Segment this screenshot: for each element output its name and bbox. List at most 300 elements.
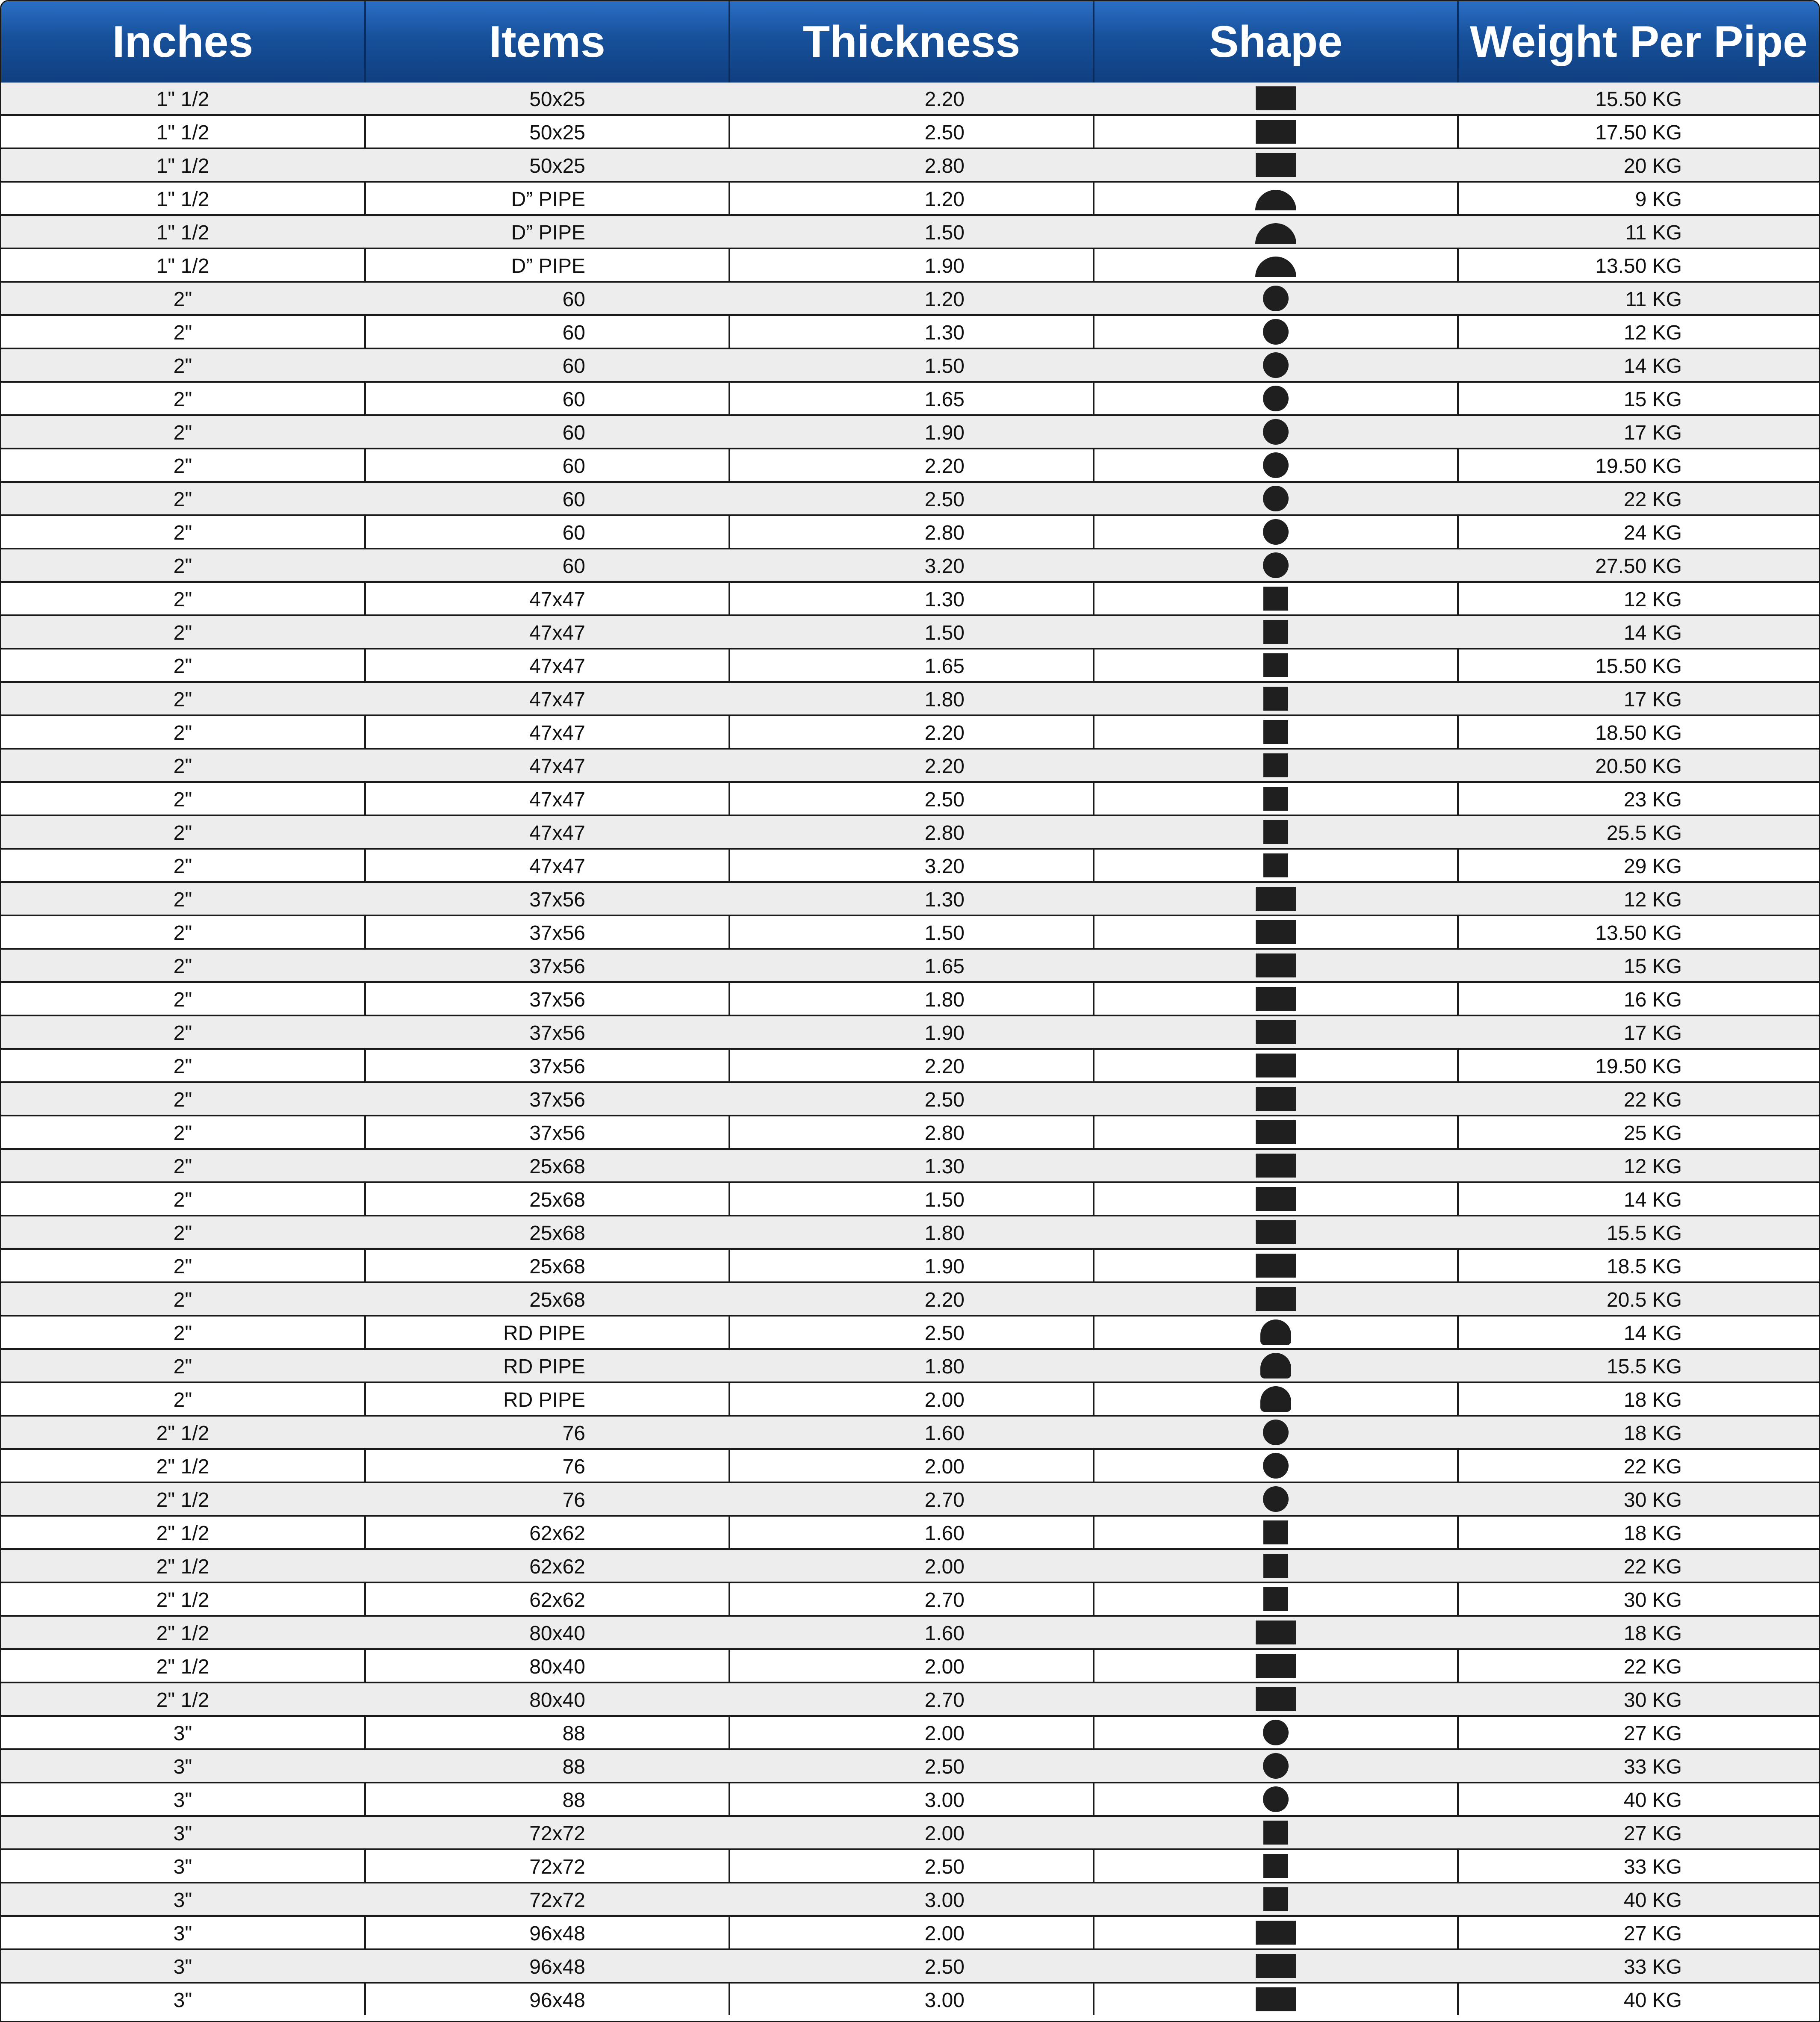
weight-cell: 27 KG — [1623, 1822, 1682, 1845]
header-items: Items — [366, 1, 730, 83]
thickness-cell: 2.00 — [730, 1450, 1094, 1482]
weight-cell: 9 KG — [1635, 188, 1682, 211]
items-cell: 37x56 — [366, 1050, 730, 1081]
items-cell: 25x68 — [366, 1250, 730, 1281]
circle-icon — [1263, 1453, 1289, 1479]
table-row — [1, 1483, 1819, 1517]
table-row — [1, 1450, 1819, 1483]
inches-cell: 2" 1/2 — [156, 1622, 209, 1645]
weight-cell: 14 KG — [1623, 355, 1682, 378]
table-row — [1, 1583, 1819, 1617]
shape-cell — [1094, 316, 1459, 348]
table-row — [1, 449, 1819, 483]
square-icon — [1263, 587, 1288, 611]
shape-cell — [1094, 1183, 1459, 1215]
circle-icon — [1263, 486, 1289, 511]
table-header — [1, 1, 1819, 83]
items-cell: 76 — [366, 1450, 730, 1482]
inches-cell: 2" 1/2 — [156, 1489, 209, 1511]
table-row — [1, 649, 1819, 683]
circle-icon — [1263, 319, 1289, 345]
table-row — [1, 1783, 1819, 1817]
inches-cell: 2" — [1, 783, 366, 815]
table-row — [1, 1817, 1819, 1850]
inches-cell: 1" 1/2 — [156, 221, 209, 244]
shape-cell — [1094, 216, 1459, 248]
table-row — [1, 1750, 1819, 1783]
weight-cell: 27 KG — [1623, 1922, 1682, 1945]
shape-cell — [1094, 1050, 1459, 1081]
shape-cell — [1094, 816, 1459, 848]
thickness-cell: 1.80 — [924, 688, 965, 711]
rd-shape-icon — [1260, 1319, 1291, 1345]
table-row — [1, 1216, 1819, 1250]
shape-cell — [1094, 449, 1459, 481]
table-row — [1, 116, 1819, 149]
items-cell: 60 — [562, 555, 585, 578]
inches-cell: 2" — [1, 983, 366, 1015]
thickness-cell: 1.50 — [924, 355, 965, 378]
square-icon — [1263, 687, 1288, 711]
thickness-cell: 1.30 — [730, 583, 1094, 614]
shape-cell — [1094, 1650, 1459, 1682]
thickness-cell: 3.00 — [730, 1783, 1094, 1815]
items-cell: 47x47 — [366, 649, 730, 681]
shape-cell — [1094, 549, 1459, 581]
inches-cell: 2" — [173, 688, 192, 711]
inches-cell: 2" 1/2 — [1, 1450, 366, 1482]
items-cell: 96x48 — [366, 1984, 730, 2015]
table-row — [1, 516, 1819, 549]
weight-cell: 27.50 KG — [1595, 555, 1682, 578]
rect-icon — [1256, 1687, 1296, 1711]
items-cell: 25x68 — [529, 1289, 585, 1311]
items-cell: 47x47 — [366, 850, 730, 881]
square-icon — [1263, 620, 1288, 644]
rect-icon — [1256, 1987, 1296, 2011]
table-row — [1, 1683, 1819, 1717]
items-cell: 88 — [366, 1717, 730, 1748]
shape-cell — [1094, 750, 1459, 781]
inches-cell: 2" — [173, 1155, 192, 1178]
inches-cell: 2" — [173, 555, 192, 578]
shape-cell — [1094, 283, 1459, 314]
weight-cell: 15.50 KG — [1595, 655, 1682, 678]
inches-cell: 3" — [173, 1756, 192, 1778]
table-row — [1, 1984, 1819, 2017]
table-row — [1, 1050, 1819, 1083]
shape-cell — [1094, 1083, 1459, 1115]
thickness-cell: 2.50 — [924, 488, 965, 511]
weight-cell: 22 KG — [1623, 1656, 1682, 1678]
table-row — [1, 1317, 1819, 1350]
weight-cell: 33 KG — [1623, 1956, 1682, 1978]
weight-cell: 20.50 KG — [1595, 755, 1682, 778]
thickness-cell: 2.00 — [924, 1822, 965, 1845]
weight-cell: 13.50 KG — [1595, 922, 1682, 945]
rect-icon — [1256, 1020, 1296, 1044]
rect-icon — [1256, 1087, 1296, 1111]
square-icon — [1263, 720, 1288, 744]
shape-cell — [1094, 1883, 1459, 1915]
items-cell: 62x62 — [366, 1583, 730, 1615]
weight-cell: 14 KG — [1623, 1322, 1682, 1345]
table-row — [1, 883, 1819, 916]
table-row — [1, 950, 1819, 983]
shape-cell — [1094, 1417, 1459, 1448]
rect-icon — [1256, 987, 1296, 1011]
rect-icon — [1256, 953, 1296, 977]
shape-cell — [1094, 1450, 1459, 1482]
thickness-cell: 1.20 — [730, 183, 1094, 214]
shape-cell — [1094, 1483, 1459, 1515]
rect-icon — [1256, 1220, 1296, 1244]
circle-icon — [1263, 1786, 1289, 1812]
shape-cell — [1094, 683, 1459, 714]
table-row — [1, 683, 1819, 716]
inches-cell: 2" — [1, 649, 366, 681]
header-thickness: Thickness — [730, 1, 1094, 83]
table-row — [1, 483, 1819, 516]
table-row — [1, 549, 1819, 583]
items-cell: 37x56 — [366, 1116, 730, 1148]
items-cell: 47x47 — [366, 583, 730, 614]
inches-cell: 2" — [173, 288, 192, 311]
shape-cell — [1094, 583, 1459, 614]
table-row — [1, 1116, 1819, 1150]
table-row — [1, 216, 1819, 249]
thickness-cell: 2.50 — [730, 116, 1094, 148]
inches-cell: 2" 1/2 — [156, 1556, 209, 1578]
circle-icon — [1263, 1753, 1289, 1779]
weight-cell: 12 KG — [1623, 1155, 1682, 1178]
items-cell: 37x56 — [529, 1022, 585, 1045]
items-cell: 50x25 — [529, 88, 585, 111]
weight-cell: 18 KG — [1623, 1522, 1682, 1545]
thickness-cell: 1.80 — [730, 983, 1094, 1015]
table-row — [1, 716, 1819, 750]
inches-cell: 2" 1/2 — [156, 1689, 209, 1712]
items-cell: 25x68 — [529, 1155, 585, 1178]
thickness-cell: 2.20 — [924, 755, 965, 778]
inches-cell: 2" — [1, 1317, 366, 1348]
items-cell: 60 — [562, 355, 585, 378]
rd-shape-icon — [1260, 1386, 1291, 1412]
inches-cell: 1" 1/2 — [1, 116, 366, 148]
shape-cell — [1094, 416, 1459, 448]
thickness-cell: 1.65 — [924, 955, 965, 978]
thickness-cell: 2.70 — [924, 1689, 965, 1712]
shape-cell — [1094, 1917, 1459, 1948]
rect-icon — [1256, 1654, 1296, 1678]
weight-cell: 15 KG — [1623, 955, 1682, 978]
rect-icon — [1256, 1921, 1296, 1945]
thickness-cell: 2.70 — [730, 1583, 1094, 1615]
inches-cell: 2" — [1, 716, 366, 748]
weight-cell: 12 KG — [1623, 588, 1682, 611]
inches-cell: 2" 1/2 — [1, 1517, 366, 1548]
inches-cell: 2" — [173, 622, 192, 644]
inches-cell: 1" 1/2 — [1, 249, 366, 281]
weight-cell: 17 KG — [1623, 688, 1682, 711]
rect-icon — [1256, 1621, 1296, 1644]
thickness-cell: 2.00 — [730, 1717, 1094, 1748]
circle-icon — [1263, 1486, 1289, 1512]
weight-cell: 15 KG — [1623, 388, 1682, 411]
shape-cell — [1094, 716, 1459, 748]
table-row — [1, 1850, 1819, 1883]
shape-cell — [1094, 916, 1459, 948]
shape-cell — [1094, 183, 1459, 214]
items-cell: 62x62 — [366, 1517, 730, 1548]
table-row — [1, 616, 1819, 649]
thickness-cell: 3.20 — [730, 850, 1094, 881]
inches-cell: 2" — [1, 916, 366, 948]
table-row — [1, 783, 1819, 816]
items-cell: 88 — [366, 1783, 730, 1815]
square-icon — [1263, 1587, 1288, 1611]
thickness-cell: 1.50 — [924, 622, 965, 644]
table-row — [1, 249, 1819, 283]
items-cell: 37x56 — [366, 983, 730, 1015]
inches-cell: 2" — [1, 1250, 366, 1281]
inches-cell: 2" — [1, 1116, 366, 1148]
rect-icon — [1256, 1187, 1296, 1211]
items-cell: 47x47 — [366, 783, 730, 815]
thickness-cell: 1.30 — [924, 1155, 965, 1178]
items-cell: 80x40 — [529, 1622, 585, 1645]
circle-icon — [1263, 1720, 1289, 1745]
header-inches: Inches — [1, 1, 366, 83]
shape-cell — [1094, 883, 1459, 915]
rect-icon — [1256, 887, 1296, 911]
square-icon — [1263, 1520, 1288, 1544]
weight-cell: 18 KG — [1623, 1422, 1682, 1445]
shape-cell — [1094, 1383, 1459, 1415]
items-cell: 96x48 — [529, 1956, 585, 1978]
weight-cell: 18.5 KG — [1606, 1255, 1682, 1278]
inches-cell: 3" — [1, 1717, 366, 1748]
d-shape-icon — [1255, 190, 1296, 210]
table-row — [1, 1383, 1819, 1417]
thickness-cell: 2.70 — [924, 1489, 965, 1511]
thickness-cell: 2.50 — [924, 1956, 965, 1978]
weight-cell: 29 KG — [1623, 855, 1682, 878]
thickness-cell: 2.00 — [730, 1650, 1094, 1682]
inches-cell: 2" — [173, 1222, 192, 1245]
thickness-cell: 1.90 — [924, 422, 965, 444]
weight-cell: 22 KG — [1623, 1089, 1682, 1111]
inches-cell: 2" — [1, 516, 366, 548]
items-cell: 37x56 — [366, 916, 730, 948]
rect-icon — [1256, 120, 1296, 144]
items-cell: 76 — [562, 1489, 585, 1511]
items-cell: 37x56 — [529, 888, 585, 911]
table-row — [1, 1183, 1819, 1216]
table-row — [1, 316, 1819, 349]
shape-cell — [1094, 649, 1459, 681]
thickness-cell: 2.80 — [730, 516, 1094, 548]
square-icon — [1263, 1554, 1288, 1578]
thickness-cell: 1.90 — [730, 249, 1094, 281]
table-row — [1, 983, 1819, 1016]
thickness-cell: 2.00 — [730, 1917, 1094, 1948]
inches-cell: 3" — [1, 1917, 366, 1948]
table-row — [1, 416, 1819, 449]
table-row — [1, 1950, 1819, 1984]
items-cell: 80x40 — [529, 1689, 585, 1712]
shape-cell — [1094, 1583, 1459, 1615]
weight-cell: 30 KG — [1623, 1689, 1682, 1712]
items-cell: 72x72 — [529, 1822, 585, 1845]
thickness-cell: 2.00 — [924, 1556, 965, 1578]
thickness-cell: 1.50 — [730, 916, 1094, 948]
weight-cell: 22 KG — [1623, 1455, 1682, 1478]
items-cell: 76 — [562, 1422, 585, 1445]
rect-icon — [1256, 1120, 1296, 1144]
weight-cell: 20.5 KG — [1606, 1289, 1682, 1311]
inches-cell: 1" 1/2 — [156, 155, 209, 177]
table-row — [1, 1016, 1819, 1050]
weight-cell: 22 KG — [1623, 1556, 1682, 1578]
weight-cell: 22 KG — [1623, 488, 1682, 511]
weight-cell: 15.5 KG — [1606, 1355, 1682, 1378]
inches-cell: 2" — [173, 1355, 192, 1378]
thickness-cell: 2.50 — [924, 1089, 965, 1111]
weight-cell: 25 KG — [1623, 1122, 1682, 1145]
weight-cell: 30 KG — [1623, 1489, 1682, 1511]
table-row — [1, 750, 1819, 783]
inches-cell: 2" — [1, 1050, 366, 1081]
thickness-cell: 2.20 — [730, 716, 1094, 748]
weight-cell: 18.50 KG — [1595, 722, 1682, 744]
thickness-cell: 1.60 — [924, 1622, 965, 1645]
table-row — [1, 1250, 1819, 1283]
shape-cell — [1094, 950, 1459, 981]
inches-cell: 2" — [1, 1383, 366, 1415]
circle-icon — [1263, 352, 1289, 378]
shape-cell — [1094, 349, 1459, 381]
thickness-cell: 2.20 — [924, 1289, 965, 1311]
thickness-cell: 2.50 — [730, 1850, 1094, 1882]
table-row — [1, 349, 1819, 383]
shape-cell — [1094, 1283, 1459, 1315]
weight-cell: 33 KG — [1623, 1756, 1682, 1778]
thickness-cell: 2.50 — [730, 783, 1094, 815]
weight-cell: 11 KG — [1625, 221, 1682, 244]
header-shape: Shape — [1094, 1, 1459, 83]
inches-cell: 2" — [173, 355, 192, 378]
items-cell: 80x40 — [366, 1650, 730, 1682]
header-weight-per-pipe: Weight Per Pipe — [1470, 17, 1808, 67]
items-cell: 62x62 — [529, 1556, 585, 1578]
table-row — [1, 1617, 1819, 1650]
circle-icon — [1263, 552, 1289, 578]
shape-cell — [1094, 1750, 1459, 1782]
thickness-cell: 3.00 — [730, 1984, 1094, 2015]
inches-cell: 2" 1/2 — [1, 1650, 366, 1682]
weight-cell: 19.50 KG — [1595, 1055, 1682, 1078]
weight-cell: 30 KG — [1623, 1589, 1682, 1612]
rect-icon — [1256, 1154, 1296, 1178]
table-row — [1, 1550, 1819, 1583]
items-cell: RD PIPE — [503, 1355, 585, 1378]
items-cell: 47x47 — [529, 755, 585, 778]
table-row — [1, 1883, 1819, 1917]
inches-cell: 2" — [1, 850, 366, 881]
thickness-cell: 1.30 — [730, 316, 1094, 348]
inches-cell: 2" — [1, 1183, 366, 1215]
items-cell: 72x72 — [529, 1889, 585, 1912]
square-icon — [1263, 787, 1288, 811]
weight-cell: 18 KG — [1623, 1389, 1682, 1411]
items-cell: 72x72 — [366, 1850, 730, 1882]
weight-cell: 17.50 KG — [1595, 121, 1682, 144]
items-cell: 60 — [562, 288, 585, 311]
items-cell: 50x25 — [529, 155, 585, 177]
thickness-cell: 1.90 — [730, 1250, 1094, 1281]
rd-shape-icon — [1260, 1353, 1291, 1379]
shape-cell — [1094, 1850, 1459, 1882]
table-row — [1, 1350, 1819, 1383]
items-cell: 47x47 — [529, 688, 585, 711]
circle-icon — [1263, 419, 1289, 445]
rect-icon — [1256, 1287, 1296, 1311]
items-cell: D” PIPE — [511, 221, 585, 244]
rect-icon — [1256, 1954, 1296, 1978]
weight-cell: 17 KG — [1623, 1022, 1682, 1045]
rect-icon — [1256, 1254, 1296, 1278]
shape-cell — [1094, 1783, 1459, 1815]
thickness-cell: 1.60 — [730, 1517, 1094, 1548]
shape-cell — [1094, 249, 1459, 281]
shape-cell — [1094, 1317, 1459, 1348]
weight-cell: 40 KG — [1623, 1889, 1682, 1912]
shape-cell — [1094, 83, 1459, 114]
thickness-cell: 1.20 — [924, 288, 965, 311]
shape-cell — [1094, 616, 1459, 648]
weight-cell: 12 KG — [1623, 888, 1682, 911]
inches-cell: 3" — [1, 1783, 366, 1815]
items-cell: 60 — [366, 449, 730, 481]
square-icon — [1263, 853, 1288, 877]
weight-cell: 19.50 KG — [1595, 455, 1682, 478]
shape-cell — [1094, 149, 1459, 181]
items-cell: 50x25 — [366, 116, 730, 148]
items-cell: 60 — [562, 488, 585, 511]
items-cell: 37x56 — [529, 1089, 585, 1111]
shape-cell — [1094, 1984, 1459, 2015]
shape-cell — [1094, 516, 1459, 548]
inches-cell: 2" — [173, 955, 192, 978]
thickness-cell: 3.20 — [924, 555, 965, 578]
inches-cell: 3" — [173, 1822, 192, 1845]
items-cell: 47x47 — [529, 822, 585, 844]
inches-cell: 2" 1/2 — [156, 1422, 209, 1445]
table-row — [1, 1083, 1819, 1116]
inches-cell: 2" — [1, 383, 366, 414]
thickness-cell: 1.50 — [924, 221, 965, 244]
square-icon — [1263, 1821, 1288, 1845]
table-row — [1, 183, 1819, 216]
shape-cell — [1094, 1617, 1459, 1648]
table-row — [1, 1150, 1819, 1183]
inches-cell: 3" — [173, 1956, 192, 1978]
items-cell: 96x48 — [366, 1917, 730, 1948]
inches-cell: 2" — [1, 316, 366, 348]
weight-cell: 23 KG — [1623, 788, 1682, 811]
shape-cell — [1094, 783, 1459, 815]
